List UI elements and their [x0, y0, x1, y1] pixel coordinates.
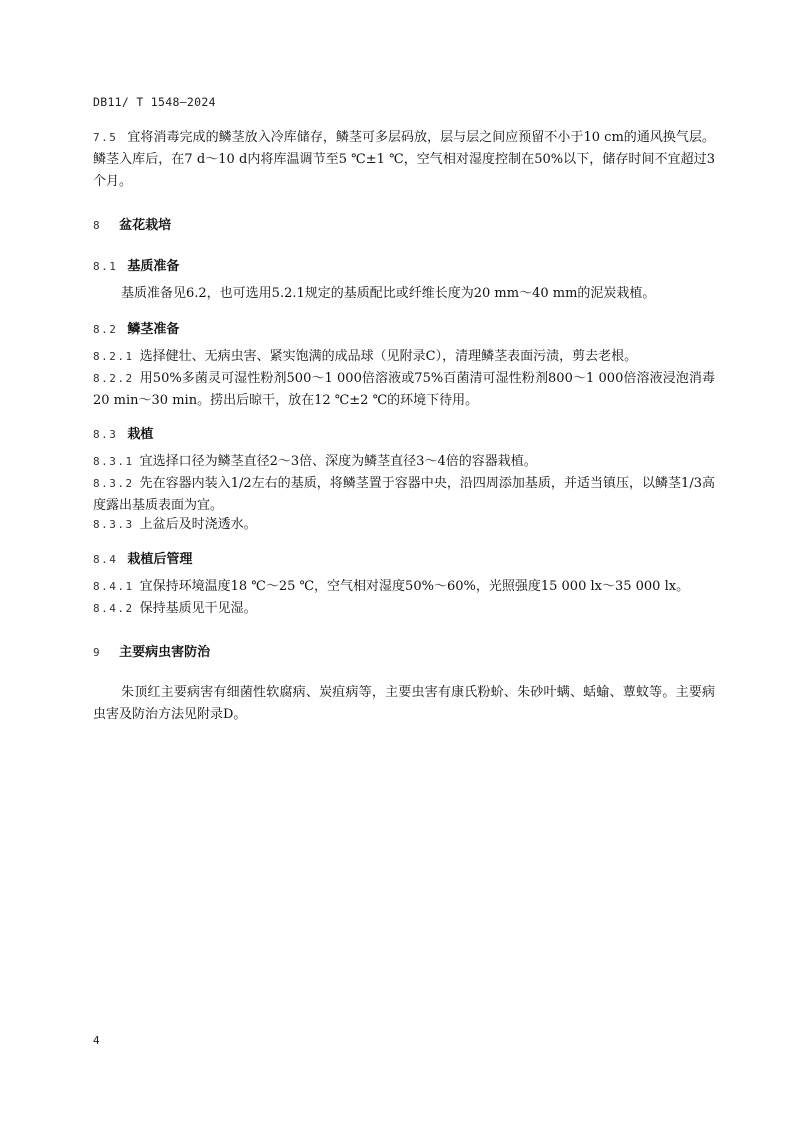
- clause-8-4-2: [93, 598, 715, 620]
- clause-number: 8.3.2: [93, 477, 134, 490]
- page-number: 4: [93, 1034, 100, 1047]
- clause-9-body: 朱顶红主要病害有细菌性软腐病、炭疽病等，主要虫害有康氏粉蚧、朱砂叶螨、蛞蝓、蕈蚊等。主要病虫害及防治方法见附录D。: [93, 685, 715, 722]
- clause-number: 8.3.3: [93, 518, 134, 531]
- clause-8-3-3: [93, 514, 715, 536]
- section-8-4-heading: [93, 548, 192, 567]
- clause-8-1-body: 基质准备见6.2，也可选用5.2.1规定的基质配比或纤维长度为20 mm～40 mm的泥炭栽植。: [121, 286, 656, 301]
- section-9-heading: [93, 641, 210, 660]
- clause-text: 上盆后及时浇透水。: [139, 517, 257, 532]
- clause-text: 用50%多菌灵可湿性粉剂500～1 000倍溶液或75%百菌清可湿性粉剂800～1 000倍溶液浸泡消毒20 min～30 min。捞出后晾干，放在12 ℃±2 ℃的环境下待用。: [93, 371, 715, 408]
- clause-number: 7.5: [93, 131, 118, 144]
- clause-8-4-1: [93, 576, 715, 598]
- section-8-heading: [93, 214, 171, 233]
- clause-text: 先在容器内装入1/2左右的基质，将鳞茎置于容器中央，沿四周添加基质，并适当镇压，以鳞茎1/3高度露出基质表面为宜。: [93, 476, 715, 513]
- section-number: 8.2: [93, 323, 118, 336]
- section-8-1-heading: [93, 255, 179, 274]
- clause-8-2-1: [93, 346, 715, 368]
- section-title: 栽植后管理: [127, 552, 193, 567]
- section-title: 盆花栽培: [119, 218, 172, 233]
- section-number: 9: [93, 646, 102, 659]
- clause-8-3-2: [93, 473, 715, 517]
- section-title: 鳞茎准备: [127, 322, 180, 337]
- clause-8-2-2: [93, 368, 715, 412]
- clause-number: 8.4.1: [93, 580, 134, 593]
- clause-number: 8.2.1: [93, 350, 134, 363]
- section-number: 8: [93, 219, 102, 232]
- clause-text: 宜选择口径为鳞茎直径2～3倍、深度为鳞茎直径3～4倍的容器栽植。: [139, 454, 537, 469]
- section-number: 8.1: [93, 260, 118, 273]
- clause-7-5: [93, 127, 715, 193]
- clause-text: 宜保持环境温度18 ℃～25 ℃，空气相对湿度50%～60%，光照强度15 000 lx～35 000 lx。: [139, 579, 690, 594]
- clause-text: 保持基质见干见湿。: [139, 601, 257, 616]
- clause-number: 8.2.2: [93, 372, 134, 385]
- section-number: 8.3: [93, 428, 118, 441]
- clause-8-3-1: [93, 451, 715, 473]
- document-code: DB11/ T 1548—2024: [93, 95, 216, 109]
- section-8-2-heading: [93, 318, 179, 337]
- section-8-3-heading: [93, 423, 153, 442]
- section-title: 栽植: [127, 427, 154, 442]
- clause-number: 8.4.2: [93, 602, 134, 615]
- clause-number: 8.3.1: [93, 455, 134, 468]
- clause-text: 宜将消毒完成的鳞茎放入冷库储存，鳞茎可多层码放，层与层之间应预留不小于10 cm的通风换气层。鳞茎入库后，在7 d～10 d内将库温调节至5 ℃±1 ℃，空气相对湿度控制在50%以下，储存时间不宜超过3 个月。: [93, 130, 715, 189]
- section-title: 基质准备: [127, 259, 180, 274]
- section-title: 主要病虫害防治: [119, 645, 211, 660]
- clause-text: 选择健壮、无病虫害、紧实饱满的成品球（见附录C），清理鳞茎表面污渍，剪去老根。: [139, 349, 638, 364]
- section-number: 8.4: [93, 553, 118, 566]
